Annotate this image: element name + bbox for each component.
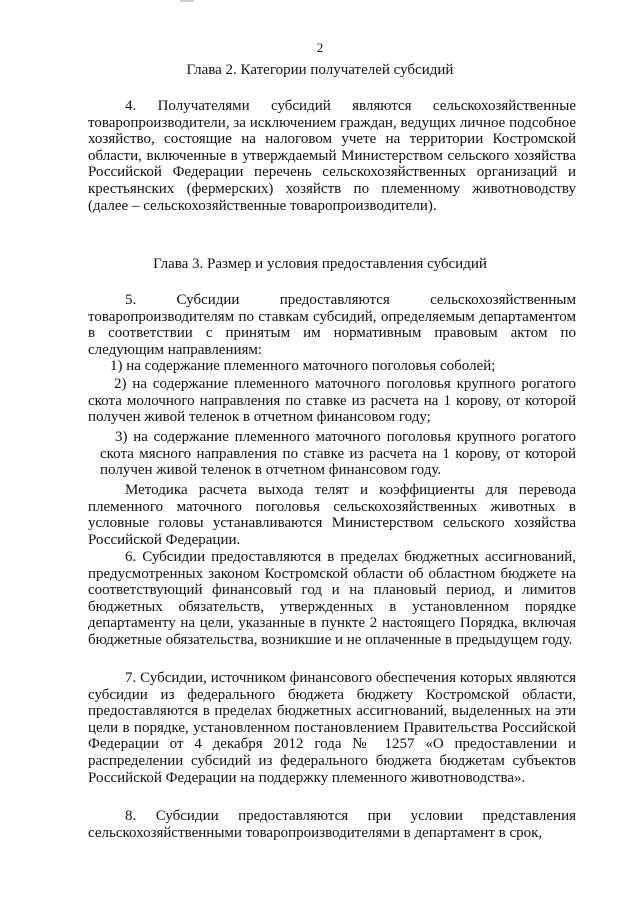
paragraph-8: 8. Субсидии предоставляются при условии представления сельскохозяйственными товаропроизводителями в департамент в срок, [88, 808, 576, 841]
chapter-2-heading: Глава 2. Категории получателей субсидий [186, 62, 454, 78]
paragraph-6: 6. Субсидии предоставляются в пределах бюджетных ассигнований, предусмотренных законом Костромской области об областном бюджете на соответствующий финансовый год и на плановый период, и лимитов бюджетных обязательств, утвержденных в установленном порядке департаменту на цели, указанные в пункте 2 настоящего Порядка, включая бюджетные обязательства, возникшие и не оплаченные в предыдущем году. [88, 549, 576, 648]
paragraph-4: 4. Получателями субсидий являются сельскохозяйственные товаропроизводители, за исключением граждан, ведущих личное подсобное хозяйство, состоящие на налоговом учете на территории Костромской области, включенные в утверждаемый Министерством сельского хозяйства Российской Федерации перечень сельскохозяйственных организаций и крестьянских (фермерских) хозяйств по племенному животноводству (далее – сельскохозяйственные товаропроизводители). [88, 98, 576, 214]
methodology-paragraph: Методика расчета выхода телят и коэффициенты для перевода племенного маточного поголовья сельскохозяйственных животных в условные головы устанавливаются Министерством сельского хозяйства Российской Федерации. [88, 482, 576, 548]
paragraph-5: 5. Субсидии предоставляются сельскохозяйственным товаропроизводителям по ставкам субсидий, определяемым департаментом в соответствии с принятым им нормативным правовым актом по следующим направлениям: [88, 292, 576, 358]
paragraph-7: 7. Субсидии, источником финансового обеспечения которых являются субсидии из федерального бюджета бюджету Костромской области, предоставляются в пределах бюджетных ассигнований, выделенных на эти цели в порядке, установленном постановлением Правительства Российской Федерации от 4 декабря 2012 года № 1257 «О предоставлении и распределении субсидий из федерального бюджета бюджетам субъектов Российской Федерации на поддержку племенного животноводства». [88, 670, 576, 786]
scan-mark [180, 0, 194, 2]
chapter-3-heading: Глава 3. Размер и условия предоставления субсидий [153, 256, 487, 272]
list-item-1: 1) на содержание племенного маточного поголовья соболей; [110, 358, 496, 374]
list-item-2: 2) на содержание племенного маточного поголовья крупного рогатого скота молочного направления по ставке из расчета на 1 корову, от которой получен живой теленок в отчетном финансовом году; [88, 376, 576, 426]
page-number: 2 [316, 40, 324, 55]
list-item-3: 3) на содержание племенного маточного поголовья крупного рогатого скота мясного направления по ставке из расчета на 1 корову, от которой получен живой теленок в отчетном финансовом году. [100, 429, 576, 479]
